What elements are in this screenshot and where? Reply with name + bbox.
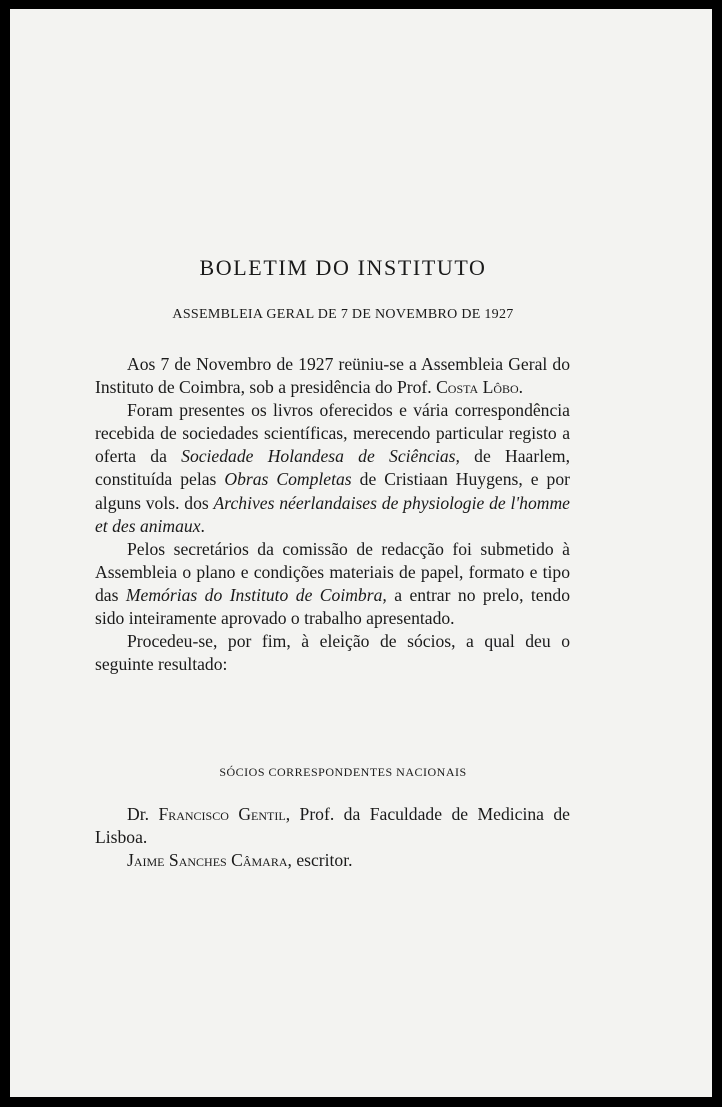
- member-entry: [95, 849, 570, 872]
- paragraph-text: Aos 7 de Novembro de 1927 reüniu-se a Assembleia Geral do Instituto de Coimbra, sob a presidência do Prof.: [95, 354, 570, 398]
- president-name: Costa Lôbo: [436, 377, 519, 398]
- paragraph-memorias: [95, 538, 570, 630]
- paragraph-text: de Haarlem, constituída pelas: [95, 446, 570, 490]
- paragraph-text: a entrar no prelo, tendo sido inteiramente aprovado o trabalho apresentado.: [95, 584, 570, 629]
- document-page: [10, 9, 712, 1097]
- page-title: BOLETIM DO INSTITUTO: [199, 255, 487, 280]
- member-name: Francisco Gentil: [158, 804, 286, 824]
- paragraph-correspondence: [95, 399, 570, 538]
- member-title: Dr.: [127, 804, 159, 824]
- member-entry: [95, 803, 570, 849]
- paragraph-opening: [95, 353, 570, 399]
- member-name: Jaime Sanches Câmara: [127, 850, 288, 871]
- memorias-title: Memórias do Instituto de Coimbra,: [125, 584, 387, 605]
- punctuation: .: [200, 515, 205, 536]
- punctuation: .: [518, 377, 524, 398]
- work-title: Obras Completas: [224, 469, 352, 490]
- paragraph-text: de Cristiaan Huygens, e por alguns vols. dos: [95, 469, 571, 513]
- journal-title: Archives néerlandaises de physiologie de l'homme et des animaux: [95, 492, 570, 536]
- paragraph-election: Procedeu-se, por fim, à eleição de sócios, a qual deu o seguinte resultado:: [95, 631, 570, 675]
- members-list: [95, 803, 570, 872]
- society-name: Sociedade Holandesa de Sciências,: [181, 446, 460, 467]
- assembly-subtitle: ASSEMBLEIA GERAL DE 7 DE NOVEMBRO DE 1927: [172, 307, 514, 322]
- member-description: , Prof. da Faculdade de Medicina de Lisboa.: [95, 804, 570, 848]
- minutes-body: [95, 353, 570, 676]
- member-description: , escritor.: [287, 850, 353, 871]
- paragraph-text: Foram presentes os livros oferecidos e vária correspondência recebida de sociedades scientíficas, merecendo particular registo a oferta da: [95, 400, 570, 467]
- paragraph-text: Pelos secretários da comissão de redacção foi submetido à Assembleia o plano e condições materiais de papel, formato e tipo das: [95, 538, 570, 605]
- section-heading: SÓCIOS CORRESPONDENTES NACIONAIS: [219, 765, 467, 779]
